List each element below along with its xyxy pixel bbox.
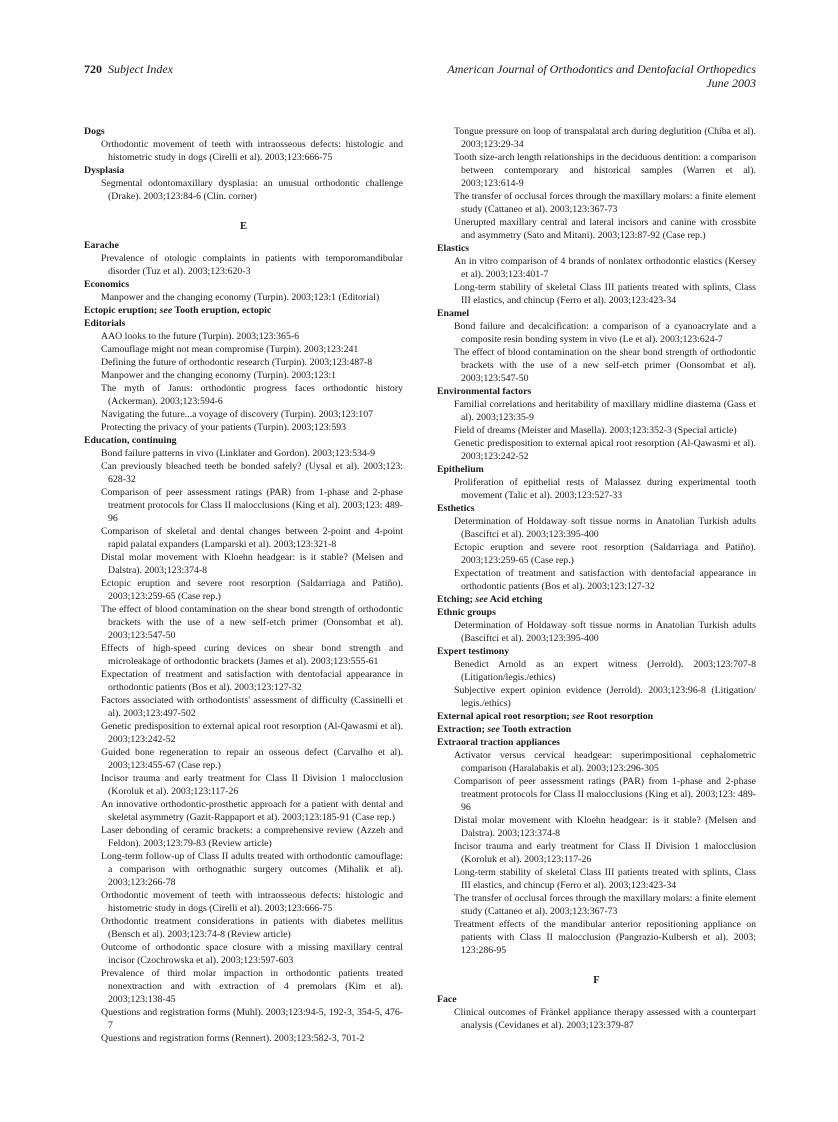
heading-term: Enamel <box>437 308 470 319</box>
index-entry: Orthodontic movement of teeth with intraosseous defects: histologic and histometric study in dogs (Cirelli et al). 2003;123:666-75 <box>101 890 403 914</box>
index-entry: Ectopic eruption and severe root resorption (Saldarriaga and Patiño). 2003;123:259-65 (Case rep.) <box>101 578 403 602</box>
index-entry: Distal molar movement with Kloehn headgear: is it stable? (Melsen and Dalstra). 2003;123:374-8 <box>454 815 756 839</box>
index-heading <box>437 307 756 320</box>
index-entry: Questions and registration forms (Rennert). 2003;123:582-3, 701-2 <box>101 1033 365 1044</box>
index-heading <box>437 723 756 736</box>
heading-term: Dysplasia <box>84 165 125 176</box>
see-reference: Tooth eruption, ectopic <box>174 305 272 316</box>
section-letter: E <box>239 221 247 232</box>
heading-term: Expert testimony <box>437 646 510 657</box>
header-left <box>84 62 173 76</box>
index-entry: The effect of blood contamination on the shear bond strength of orthodontic brackets with the use of a new self-etch primer (Oonsombat et al). 2003;123:547-50 <box>454 347 756 384</box>
index-heading <box>437 463 756 476</box>
index-heading <box>437 593 756 606</box>
heading-term: Environmental factors <box>437 386 532 397</box>
heading-term: Face <box>437 994 457 1005</box>
index-heading <box>84 164 403 177</box>
see-label: see <box>572 711 585 722</box>
heading-term: Extraction; <box>437 724 485 735</box>
index-entry: Manpower and the changing economy (Turpin). 2003;123:1 (Editorial) <box>101 292 380 303</box>
index-entry: Camouflage might not mean compromise (Turpin). 2003;123:241 <box>101 344 359 355</box>
heading-term: Editorials <box>84 318 126 329</box>
index-entry: Bond failure patterns in vivo (Linklater and Gordon). 2003;123:534-9 <box>101 448 375 459</box>
index-entry: The effect of blood contamination on the shear bond strength of orthodontic brackets with the use of a new self-etch primer (Oonsombat et al). 2003;123:547-50 <box>101 604 403 641</box>
heading-term: External apical root resorption; <box>437 711 570 722</box>
index-entry: Comparison of peer assessment ratings (PAR) from 1-phase and 2-phase treatment protocols for Class II malocclusions (King et al). 2003;123: 489-96 <box>454 776 756 813</box>
index-entry: Determination of Holdaway soft tissue norms in Anatolian Turkish adults (Basciftci et al). 2003;123:395-400 <box>454 620 756 644</box>
index-heading <box>84 278 403 291</box>
index-entry: Long-term stability of skeletal Class III patients treated with splints, Class III elastics, and chincup (Ferro et al). 2003;123:423-34 <box>454 867 756 891</box>
index-entry: Comparison of peer assessment ratings (PAR) from 1-phase and 2-phase treatment protocols for Class II malocclusions (King et al). 2003;123: 489-96 <box>101 487 403 524</box>
index-column-right <box>437 125 756 1032</box>
heading-term: Extraoral traction appliances <box>437 737 560 748</box>
see-reference: Acid etching <box>489 594 543 605</box>
index-entry: Determination of Holdaway soft tissue norms in Anatolian Turkish adults (Basciftci et al). 2003;123:395-400 <box>454 516 756 540</box>
index-entry: Expectation of treatment and satisfaction with dentofacial appearance in orthodontic patients (Bos et al). 2003;123:127-32 <box>101 669 403 693</box>
index-entry: Unerupted maxillary central and lateral incisors and canine with crossbite and asymmetry (Sato and Mitani). 2003;123:87-92 (Case rep.) <box>454 217 756 241</box>
see-label: see <box>475 594 488 605</box>
index-entry: Long-term stability of skeletal Class III patients treated with splints, Class III elastics, and chincup (Ferro et al). 2003;123:423-34 <box>454 282 756 306</box>
index-heading <box>437 645 756 658</box>
index-heading <box>84 317 403 330</box>
see-label: see <box>487 724 500 735</box>
index-entry: Outcome of orthodontic space closure with a missing maxillary central incisor (Czochrowska et al). 2003;123:597-603 <box>101 942 403 966</box>
index-entry: Treatment effects of the mandibular anterior repositioning appliance on patients with Class II malocclusion (Pangrazio-Kulbersh et al). 2003; 123:286-95 <box>454 919 756 956</box>
issue-date: June 2003 <box>706 76 756 90</box>
index-entry: Orthodontic treatment considerations in patients with diabetes mellitus (Bensch et al). 2003;123:74-8 (Review article) <box>101 916 403 940</box>
index-entry: The transfer of occlusal forces through the maxillary molars: a finite element study (Cattaneo et al). 2003;123:367-73 <box>454 893 756 917</box>
index-heading <box>84 239 403 252</box>
see-reference: Tooth extraction <box>502 724 572 735</box>
index-heading <box>437 242 756 255</box>
index-entry: Ectopic eruption and severe root resorption (Saldarriaga and Patiño). 2003;123:259-65 (Case rep.) <box>454 542 756 566</box>
see-reference: Root resorption <box>587 711 654 722</box>
header-right <box>447 62 756 90</box>
index-entry: Prevalence of third molar impaction in orthodontic patients treated nonextraction and with extraction of 4 premolars (Kim et al). 2003;123:138-45 <box>101 968 403 1005</box>
index-entry: Field of dreams (Meister and Masella). 2003;123:352-3 (Special article) <box>454 425 737 436</box>
section-title: Subject Index <box>108 62 173 76</box>
index-heading <box>437 993 756 1006</box>
heading-term: Ectopic eruption; <box>84 305 158 316</box>
heading-term: Economics <box>84 279 130 290</box>
index-entry: AAO looks to the future (Turpin). 2003;123:365-6 <box>101 331 300 342</box>
index-entry: Effects of high-speed curing devices on shear bond strength and microleakage of orthodontic brackets (James et al). 2003;123:555-61 <box>101 643 403 667</box>
index-entry: Navigating the future...a voyage of discovery (Turpin). 2003;123:107 <box>101 409 373 420</box>
index-entry: Long-term follow-up of Class II adults treated with orthodontic camouflage: a comparison with orthognathic surgery outcomes (Mihalik et al). 2003;123:266-78 <box>101 851 403 888</box>
index-entry: Subjective expert opinion evidence (Jerrold). 2003;123:96-8 (Litigation/ legis./ethics) <box>454 685 756 709</box>
heading-term: Education, continuing <box>84 435 177 446</box>
index-entry: An in vitro comparison of 4 brands of nonlatex orthodontic elastics (Kersey et al). 2003;123:401-7 <box>454 256 756 280</box>
heading-term: Etching; <box>437 594 473 605</box>
index-entry: Questions and registration forms (Muhl). 2003;123:94-5, 192-3, 354-5, 476-7 <box>101 1007 403 1031</box>
index-entry: The transfer of occlusal forces through the maxillary molars: a finite element study (Cattaneo et al). 2003;123:367-73 <box>454 191 756 215</box>
index-entry: Prevalence of otologic complaints in patients with temporomandibular disorder (Tuz et al). 2003;123:620-3 <box>101 253 403 277</box>
index-entry: Protecting the privacy of your patients (Turpin). 2003;123:593 <box>101 422 347 433</box>
index-heading <box>437 606 756 619</box>
index-entry: Genetic predisposition to external apical root resorption (Al-Qawasmi et al). 2003;123:242-52 <box>454 438 756 462</box>
index-heading <box>84 434 403 447</box>
heading-term: Elastics <box>437 243 470 254</box>
index-entry: Laser debonding of ceramic brackets: a comprehensive review (Azzeh and Feldon). 2003;123:79-83 (Review article) <box>101 825 403 849</box>
index-entry: Factors associated with orthodontists' assessment of difficulty (Cassinelli et al). 2003;123:497-502 <box>101 695 403 719</box>
index-heading <box>84 304 403 317</box>
index-heading <box>437 385 756 398</box>
index-column-left <box>84 125 403 1045</box>
index-entry: Manpower and the changing economy (Turpin). 2003;123:1 <box>101 370 336 381</box>
index-entry: Guided bone regeneration to repair an osseous defect (Carvalho et al). 2003;123:455-67 (Case rep.) <box>101 747 403 771</box>
index-entry: Orthodontic movement of teeth with intraosseous defects: histologic and histometric study in dogs (Cirelli et al). 2003;123:666-75 <box>101 139 403 163</box>
see-label: see <box>159 305 173 316</box>
index-entry: Bond failure and decalcification: a comparison of a cyanoacrylate and a composite resin bonding system in vivo (Le et al). 2003;123:624-7 <box>454 321 756 345</box>
index-entry: Comparison of skeletal and dental changes between 2-point and 4-point rapid palatal expanders (Lamparski et al). 2003;123:321-8 <box>101 526 403 550</box>
heading-term: Earache <box>84 240 119 251</box>
index-heading <box>84 125 403 138</box>
index-entry: Proliferation of epithelial rests of Malassez during experimental tooth movement (Talic et al). 2003;123:527-33 <box>454 477 756 501</box>
page-number: 720 <box>84 62 102 76</box>
index-entry: Clinical outcomes of Fränkel appliance therapy assessed with a counterpart analysis (Cevidanes et al). 2003;123:379-87 <box>454 1007 756 1031</box>
journal-title: American Journal of Orthodontics and Dentofacial Orthopedics <box>447 62 756 76</box>
index-heading <box>437 502 756 515</box>
index-entry: Distal molar movement with Kloehn headgear: is it stable? (Melsen and Dalstra). 2003;123:374-8 <box>101 552 403 576</box>
index-entry: The myth of Janus: orthodontic progress faces orthodontic history (Ackerman). 2003;123:594-6 <box>101 383 403 407</box>
heading-term: Dogs <box>84 126 105 137</box>
index-entry: Defining the future of orthodontic research (Turpin). 2003;123:487-8 <box>101 357 373 368</box>
index-entry: Familial correlations and heritability of maxillary midline diastema (Gass et al). 2003;123:35-9 <box>454 399 756 423</box>
index-entry: Incisor trauma and early treatment for Class II Division 1 malocclusion (Koroluk et al). 2003;123:117-26 <box>454 841 756 865</box>
heading-term: Ethnic groups <box>437 607 496 618</box>
index-entry: Can previously bleached teeth be bonded safely? (Uysal et al). 2003;123: 628-32 <box>101 461 403 485</box>
index-entry: Tooth size-arch length relationships in the deciduous dentition: a comparison between contemporary and historical samples (Warren et al). 2003;123:614-9 <box>454 152 756 189</box>
section-letter: F <box>593 975 600 986</box>
index-entry: Incisor trauma and early treatment for Class II Division 1 malocclusion (Koroluk et al). 2003;123:117-26 <box>101 773 403 797</box>
index-entry: Expectation of treatment and satisfaction with dentofacial appearance in orthodontic patients (Bos et al). 2003;123:127-32 <box>454 568 756 592</box>
index-entry: Genetic predisposition to external apical root resorption (Al-Qawasmi et al). 2003;123:242-52 <box>101 721 403 745</box>
heading-term: Epithelium <box>437 464 484 475</box>
index-entry: Tongue pressure on loop of transpalatal arch during deglutition (Chiba et al). 2003;123:29-34 <box>454 126 756 150</box>
index-entry: Activator versus cervical headgear: superimpositional cephalometric comparison (Haralabakis et al). 2003;123:296-305 <box>454 750 756 774</box>
index-heading <box>437 710 756 723</box>
index-entry: Benedict Arnold as an expert witness (Jerrold). 2003;123:707-8 (Litigation/legis./ethics) <box>454 659 756 683</box>
index-entry: Segmental odontomaxillary dysplasia: an unusual orthodontic challenge (Drake). 2003;123:84-6 (Clin. corner) <box>101 178 403 202</box>
heading-term: Esthetics <box>437 503 475 514</box>
index-heading <box>437 736 756 749</box>
index-entry: An innovative orthodontic-prosthetic approach for a patient with dental and skeletal asymmetry (Gazit-Rappaport et al). 2003;123:185-91 (Case rep.) <box>101 799 403 823</box>
